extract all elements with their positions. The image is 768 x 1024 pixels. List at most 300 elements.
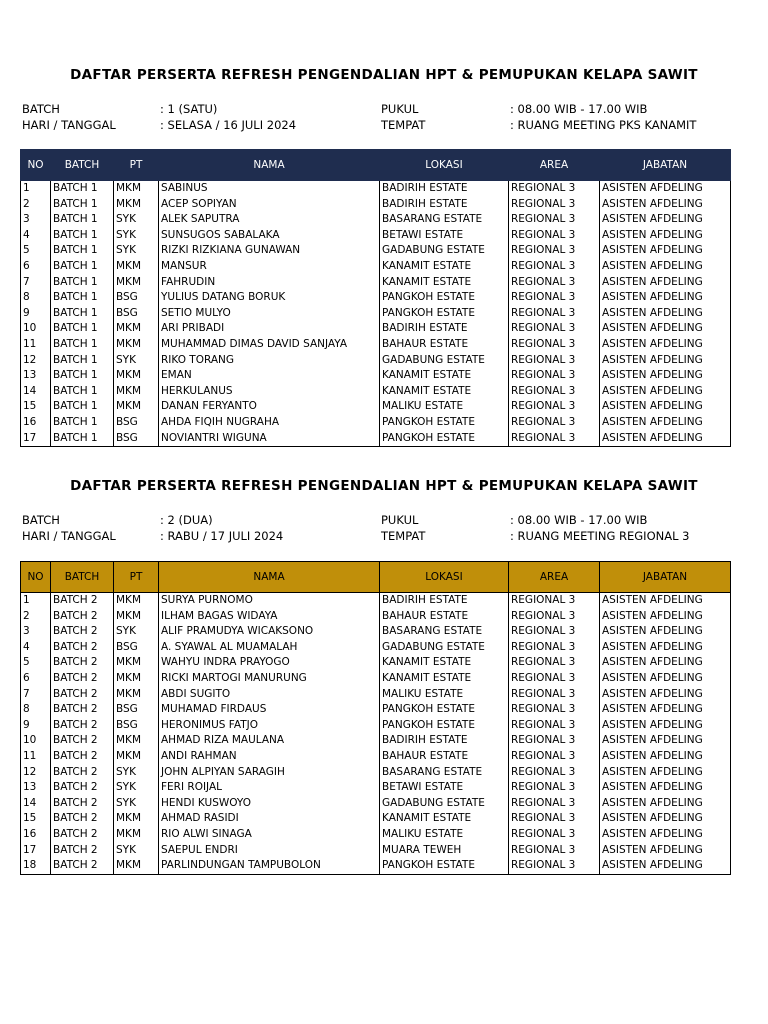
cell-jabatan: ASISTEN AFDELING (600, 765, 731, 781)
cell-pt: BSG (114, 640, 159, 656)
cell-no: 2 (21, 197, 51, 213)
cell-pt: SYK (114, 228, 159, 244)
cell-no: 5 (21, 655, 51, 671)
cell-lokasi: KANAMIT ESTATE (380, 275, 509, 291)
cell-jabatan: ASISTEN AFDELING (600, 858, 731, 874)
cell-pt: MKM (114, 181, 159, 197)
cell-lokasi: PANGKOH ESTATE (380, 431, 509, 447)
cell-nama: ILHAM BAGAS WIDAYA (159, 609, 380, 625)
cell-lokasi: BAHAUR ESTATE (380, 749, 509, 765)
cell-batch: BATCH 2 (51, 796, 114, 812)
cell-batch: BATCH 2 (51, 593, 114, 609)
cell-area: REGIONAL 3 (509, 858, 600, 874)
cell-nama: HERONIMUS FATJO (159, 718, 380, 734)
cell-jabatan: ASISTEN AFDELING (600, 624, 731, 640)
cell-pt: MKM (114, 827, 159, 843)
cell-batch: BATCH 1 (51, 415, 114, 431)
cell-nama: HENDI KUSWOYO (159, 796, 380, 812)
cell-area: REGIONAL 3 (509, 609, 600, 625)
cell-lokasi: BADIRIH ESTATE (380, 733, 509, 749)
table-row (21, 811, 731, 827)
cell-nama: SUNSUGOS SABALAKA (159, 228, 380, 244)
cell-no: 18 (21, 858, 51, 874)
section-1-date-label: HARI / TANGGAL (22, 118, 116, 132)
cell-no: 8 (21, 290, 51, 306)
cell-jabatan: ASISTEN AFDELING (600, 827, 731, 843)
cell-pt: SYK (114, 243, 159, 259)
table-row (21, 671, 731, 687)
cell-batch: BATCH 1 (51, 181, 114, 197)
cell-no: 12 (21, 765, 51, 781)
cell-no: 14 (21, 796, 51, 812)
section-1-date-value: : SELASA / 16 JULI 2024 (160, 118, 297, 132)
column-header-jabatan: JABATAN (600, 562, 731, 593)
cell-no: 16 (21, 827, 51, 843)
cell-no: 10 (21, 321, 51, 337)
cell-lokasi: PANGKOH ESTATE (380, 858, 509, 874)
table-row (21, 337, 731, 353)
cell-lokasi: BADIRIH ESTATE (380, 197, 509, 213)
cell-lokasi: GADABUNG ESTATE (380, 243, 509, 259)
table-header-row (21, 150, 731, 181)
cell-jabatan: ASISTEN AFDELING (600, 593, 731, 609)
cell-area: REGIONAL 3 (509, 702, 600, 718)
cell-nama: EMAN (159, 368, 380, 384)
cell-batch: BATCH 2 (51, 749, 114, 765)
cell-pt: MKM (114, 811, 159, 827)
column-header-lokasi: LOKASI (380, 150, 509, 181)
cell-nama: YULIUS DATANG BORUK (159, 290, 380, 306)
table-row (21, 780, 731, 796)
table-row (21, 181, 731, 197)
cell-lokasi: MALIKU ESTATE (380, 827, 509, 843)
cell-batch: BATCH 1 (51, 306, 114, 322)
cell-no: 7 (21, 687, 51, 703)
cell-pt: MKM (114, 197, 159, 213)
table-row (21, 796, 731, 812)
cell-lokasi: BASARANG ESTATE (380, 624, 509, 640)
cell-nama: RIZKI RIZKIANA GUNAWAN (159, 243, 380, 259)
cell-nama: DANAN FERYANTO (159, 399, 380, 415)
cell-jabatan: ASISTEN AFDELING (600, 811, 731, 827)
cell-no: 11 (21, 749, 51, 765)
table-row (21, 624, 731, 640)
cell-batch: BATCH 1 (51, 337, 114, 353)
table-row (21, 640, 731, 656)
table-row (21, 259, 731, 275)
cell-nama: WAHYU INDRA PRAYOGO (159, 655, 380, 671)
cell-lokasi: BADIRIH ESTATE (380, 593, 509, 609)
cell-pt: BSG (114, 431, 159, 447)
cell-area: REGIONAL 3 (509, 275, 600, 291)
cell-area: REGIONAL 3 (509, 671, 600, 687)
cell-no: 5 (21, 243, 51, 259)
cell-nama: PARLINDUNGAN TAMPUBOLON (159, 858, 380, 874)
cell-batch: BATCH 2 (51, 640, 114, 656)
cell-jabatan: ASISTEN AFDELING (600, 843, 731, 859)
cell-lokasi: PANGKOH ESTATE (380, 415, 509, 431)
table-row (21, 702, 731, 718)
cell-nama: AHMAD RASIDI (159, 811, 380, 827)
cell-no: 1 (21, 593, 51, 609)
cell-batch: BATCH 1 (51, 259, 114, 275)
cell-area: REGIONAL 3 (509, 399, 600, 415)
cell-area: REGIONAL 3 (509, 384, 600, 400)
table-row (21, 687, 731, 703)
cell-nama: ANDI RAHMAN (159, 749, 380, 765)
cell-jabatan: ASISTEN AFDELING (600, 353, 731, 369)
column-header-lokasi: LOKASI (380, 562, 509, 593)
cell-lokasi: KANAMIT ESTATE (380, 259, 509, 275)
cell-jabatan: ASISTEN AFDELING (600, 321, 731, 337)
cell-pt: MKM (114, 687, 159, 703)
cell-lokasi: PANGKOH ESTATE (380, 702, 509, 718)
cell-lokasi: BASARANG ESTATE (380, 212, 509, 228)
cell-no: 3 (21, 624, 51, 640)
cell-batch: BATCH 2 (51, 718, 114, 734)
cell-lokasi: BAHAUR ESTATE (380, 609, 509, 625)
cell-batch: BATCH 1 (51, 212, 114, 228)
cell-jabatan: ASISTEN AFDELING (600, 399, 731, 415)
cell-jabatan: ASISTEN AFDELING (600, 655, 731, 671)
cell-area: REGIONAL 3 (509, 780, 600, 796)
cell-jabatan: ASISTEN AFDELING (600, 749, 731, 765)
table-row (21, 228, 731, 244)
cell-nama: SETIO MULYO (159, 306, 380, 322)
cell-area: REGIONAL 3 (509, 431, 600, 447)
section-2-date-value: : RABU / 17 JULI 2024 (160, 529, 284, 543)
table-row (21, 197, 731, 213)
cell-area: REGIONAL 3 (509, 811, 600, 827)
table-row (21, 368, 731, 384)
table-row (21, 858, 731, 874)
cell-area: REGIONAL 3 (509, 415, 600, 431)
cell-pt: MKM (114, 275, 159, 291)
cell-nama: RIO ALWI SINAGA (159, 827, 380, 843)
table-row (21, 399, 731, 415)
section-1-title: DAFTAR PERSERTA REFRESH PENGENDALIAN HPT & PEMUPUKAN KELAPA SAWIT (70, 67, 698, 83)
cell-batch: BATCH 1 (51, 384, 114, 400)
cell-jabatan: ASISTEN AFDELING (600, 337, 731, 353)
cell-pt: MKM (114, 384, 159, 400)
cell-batch: BATCH 1 (51, 243, 114, 259)
table-row (21, 275, 731, 291)
table-row (21, 655, 731, 671)
cell-no: 9 (21, 718, 51, 734)
cell-jabatan: ASISTEN AFDELING (600, 197, 731, 213)
cell-area: REGIONAL 3 (509, 733, 600, 749)
cell-jabatan: ASISTEN AFDELING (600, 609, 731, 625)
cell-lokasi: MALIKU ESTATE (380, 399, 509, 415)
cell-nama: SURYA PURNOMO (159, 593, 380, 609)
section-1-batch-value: : 1 (SATU) (160, 102, 218, 116)
table-row (21, 243, 731, 259)
table-row (21, 593, 731, 609)
cell-area: REGIONAL 3 (509, 640, 600, 656)
cell-area: REGIONAL 3 (509, 181, 600, 197)
cell-batch: BATCH 2 (51, 843, 114, 859)
cell-nama: ARI PRIBADI (159, 321, 380, 337)
cell-lokasi: BADIRIH ESTATE (380, 181, 509, 197)
table-row (21, 306, 731, 322)
section-2-title: DAFTAR PERSERTA REFRESH PENGENDALIAN HPT & PEMUPUKAN KELAPA SAWIT (70, 478, 698, 494)
cell-no: 16 (21, 415, 51, 431)
cell-pt: BSG (114, 290, 159, 306)
cell-jabatan: ASISTEN AFDELING (600, 368, 731, 384)
cell-nama: NOVIANTRI WIGUNA (159, 431, 380, 447)
cell-pt: MKM (114, 399, 159, 415)
cell-no: 2 (21, 609, 51, 625)
cell-no: 6 (21, 671, 51, 687)
cell-nama: ALEK SAPUTRA (159, 212, 380, 228)
cell-lokasi: BETAWI ESTATE (380, 228, 509, 244)
cell-no: 17 (21, 431, 51, 447)
cell-nama: AHMAD RIZA MAULANA (159, 733, 380, 749)
cell-jabatan: ASISTEN AFDELING (600, 384, 731, 400)
cell-lokasi: KANAMIT ESTATE (380, 655, 509, 671)
column-header-area: AREA (509, 562, 600, 593)
cell-pt: MKM (114, 749, 159, 765)
cell-lokasi: PANGKOH ESTATE (380, 718, 509, 734)
cell-jabatan: ASISTEN AFDELING (600, 306, 731, 322)
section-2-place-label: TEMPAT (381, 529, 426, 543)
column-header-nama: NAMA (159, 562, 380, 593)
cell-nama: MUHAMAD FIRDAUS (159, 702, 380, 718)
table-row (21, 415, 731, 431)
cell-pt: BSG (114, 702, 159, 718)
cell-batch: BATCH 2 (51, 780, 114, 796)
cell-nama: MANSUR (159, 259, 380, 275)
cell-area: REGIONAL 3 (509, 259, 600, 275)
cell-pt: SYK (114, 765, 159, 781)
table-row (21, 431, 731, 447)
cell-batch: BATCH 2 (51, 655, 114, 671)
cell-pt: SYK (114, 353, 159, 369)
cell-area: REGIONAL 3 (509, 687, 600, 703)
cell-lokasi: GADABUNG ESTATE (380, 796, 509, 812)
cell-area: REGIONAL 3 (509, 749, 600, 765)
cell-jabatan: ASISTEN AFDELING (600, 243, 731, 259)
cell-area: REGIONAL 3 (509, 593, 600, 609)
cell-no: 17 (21, 843, 51, 859)
cell-batch: BATCH 1 (51, 368, 114, 384)
table-row (21, 827, 731, 843)
cell-no: 11 (21, 337, 51, 353)
cell-area: REGIONAL 3 (509, 353, 600, 369)
cell-area: REGIONAL 3 (509, 655, 600, 671)
cell-nama: AHDA FIQIH NUGRAHA (159, 415, 380, 431)
section-2-batch-value: : 2 (DUA) (160, 513, 213, 527)
cell-jabatan: ASISTEN AFDELING (600, 671, 731, 687)
section-2-date-label: HARI / TANGGAL (22, 529, 116, 543)
column-header-area: AREA (509, 150, 600, 181)
cell-lokasi: BASARANG ESTATE (380, 765, 509, 781)
cell-pt: BSG (114, 718, 159, 734)
cell-batch: BATCH 2 (51, 733, 114, 749)
cell-no: 12 (21, 353, 51, 369)
cell-jabatan: ASISTEN AFDELING (600, 687, 731, 703)
cell-jabatan: ASISTEN AFDELING (600, 415, 731, 431)
cell-area: REGIONAL 3 (509, 765, 600, 781)
cell-pt: MKM (114, 337, 159, 353)
cell-no: 15 (21, 399, 51, 415)
table-row (21, 733, 731, 749)
cell-area: REGIONAL 3 (509, 290, 600, 306)
cell-pt: SYK (114, 780, 159, 796)
cell-area: REGIONAL 3 (509, 624, 600, 640)
cell-lokasi: KANAMIT ESTATE (380, 368, 509, 384)
cell-no: 1 (21, 181, 51, 197)
cell-nama: RIKO TORANG (159, 353, 380, 369)
cell-pt: SYK (114, 212, 159, 228)
cell-jabatan: ASISTEN AFDELING (600, 275, 731, 291)
cell-area: REGIONAL 3 (509, 337, 600, 353)
cell-no: 13 (21, 780, 51, 796)
cell-nama: SAEPUL ENDRI (159, 843, 380, 859)
cell-pt: MKM (114, 321, 159, 337)
cell-jabatan: ASISTEN AFDELING (600, 228, 731, 244)
column-header-batch: BATCH (51, 150, 114, 181)
cell-lokasi: MALIKU ESTATE (380, 687, 509, 703)
cell-lokasi: KANAMIT ESTATE (380, 671, 509, 687)
cell-area: REGIONAL 3 (509, 321, 600, 337)
section-2-time-value: : 08.00 WIB - 17.00 WIB (510, 513, 648, 527)
cell-no: 14 (21, 384, 51, 400)
cell-batch: BATCH 1 (51, 197, 114, 213)
cell-lokasi: BETAWI ESTATE (380, 780, 509, 796)
cell-jabatan: ASISTEN AFDELING (600, 780, 731, 796)
section-2-batch-label: BATCH (22, 513, 60, 527)
section-1-place-value: : RUANG MEETING PKS KANAMIT (510, 118, 697, 132)
cell-area: REGIONAL 3 (509, 243, 600, 259)
cell-batch: BATCH 1 (51, 275, 114, 291)
cell-area: REGIONAL 3 (509, 306, 600, 322)
cell-no: 8 (21, 702, 51, 718)
table-row (21, 609, 731, 625)
cell-pt: MKM (114, 368, 159, 384)
cell-jabatan: ASISTEN AFDELING (600, 702, 731, 718)
cell-lokasi: PANGKOH ESTATE (380, 306, 509, 322)
cell-batch: BATCH 2 (51, 811, 114, 827)
cell-area: REGIONAL 3 (509, 368, 600, 384)
cell-lokasi: BADIRIH ESTATE (380, 321, 509, 337)
table-header-row (21, 562, 731, 593)
cell-lokasi: MUARA TEWEH (380, 843, 509, 859)
column-header-pt: PT (114, 150, 159, 181)
cell-batch: BATCH 1 (51, 353, 114, 369)
cell-nama: ABDI SUGITO (159, 687, 380, 703)
table-row (21, 212, 731, 228)
cell-jabatan: ASISTEN AFDELING (600, 733, 731, 749)
cell-batch: BATCH 2 (51, 858, 114, 874)
cell-pt: MKM (114, 609, 159, 625)
cell-nama: RICKI MARTOGI MANURUNG (159, 671, 380, 687)
participants-table-batch-2 (20, 561, 731, 875)
cell-area: REGIONAL 3 (509, 228, 600, 244)
cell-jabatan: ASISTEN AFDELING (600, 181, 731, 197)
cell-batch: BATCH 2 (51, 671, 114, 687)
column-header-pt: PT (114, 562, 159, 593)
participants-table-batch-1 (20, 149, 731, 447)
cell-area: REGIONAL 3 (509, 197, 600, 213)
cell-jabatan: ASISTEN AFDELING (600, 718, 731, 734)
cell-no: 15 (21, 811, 51, 827)
cell-lokasi: GADABUNG ESTATE (380, 353, 509, 369)
cell-lokasi: BAHAUR ESTATE (380, 337, 509, 353)
cell-nama: ACEP SOPIYAN (159, 197, 380, 213)
section-2-place-value: : RUANG MEETING REGIONAL 3 (510, 529, 690, 543)
table-row (21, 321, 731, 337)
cell-nama: MUHAMMAD DIMAS DAVID SANJAYA (159, 337, 380, 353)
table-row (21, 353, 731, 369)
column-header-jabatan: JABATAN (600, 150, 731, 181)
cell-batch: BATCH 2 (51, 687, 114, 703)
cell-pt: MKM (114, 593, 159, 609)
table-row (21, 290, 731, 306)
table-row (21, 843, 731, 859)
cell-jabatan: ASISTEN AFDELING (600, 640, 731, 656)
section-1-batch-label: BATCH (22, 102, 60, 116)
cell-pt: MKM (114, 655, 159, 671)
cell-nama: A. SYAWAL AL MUAMALAH (159, 640, 380, 656)
cell-pt: SYK (114, 796, 159, 812)
table-row (21, 749, 731, 765)
cell-area: REGIONAL 3 (509, 212, 600, 228)
table-row (21, 765, 731, 781)
cell-nama: ALIF PRAMUDYA WICAKSONO (159, 624, 380, 640)
cell-nama: FERI ROIJAL (159, 780, 380, 796)
cell-batch: BATCH 1 (51, 399, 114, 415)
cell-lokasi: KANAMIT ESTATE (380, 811, 509, 827)
cell-pt: MKM (114, 858, 159, 874)
cell-pt: SYK (114, 843, 159, 859)
table-row (21, 384, 731, 400)
cell-batch: BATCH 1 (51, 290, 114, 306)
cell-no: 4 (21, 640, 51, 656)
cell-nama: SABINUS (159, 181, 380, 197)
cell-batch: BATCH 2 (51, 765, 114, 781)
cell-pt: BSG (114, 415, 159, 431)
cell-jabatan: ASISTEN AFDELING (600, 290, 731, 306)
section-1-place-label: TEMPAT (381, 118, 426, 132)
cell-no: 7 (21, 275, 51, 291)
column-header-no: NO (21, 562, 51, 593)
cell-jabatan: ASISTEN AFDELING (600, 212, 731, 228)
cell-batch: BATCH 1 (51, 321, 114, 337)
cell-lokasi: PANGKOH ESTATE (380, 290, 509, 306)
cell-batch: BATCH 2 (51, 702, 114, 718)
cell-no: 10 (21, 733, 51, 749)
cell-nama: HERKULANUS (159, 384, 380, 400)
cell-area: REGIONAL 3 (509, 718, 600, 734)
cell-jabatan: ASISTEN AFDELING (600, 259, 731, 275)
cell-nama: JOHN ALPIYAN SARAGIH (159, 765, 380, 781)
cell-no: 4 (21, 228, 51, 244)
cell-batch: BATCH 2 (51, 827, 114, 843)
cell-pt: BSG (114, 306, 159, 322)
cell-no: 6 (21, 259, 51, 275)
section-1-time-value: : 08.00 WIB - 17.00 WIB (510, 102, 648, 116)
cell-batch: BATCH 2 (51, 609, 114, 625)
cell-pt: MKM (114, 259, 159, 275)
cell-batch: BATCH 2 (51, 624, 114, 640)
cell-pt: MKM (114, 671, 159, 687)
cell-no: 9 (21, 306, 51, 322)
cell-no: 3 (21, 212, 51, 228)
cell-area: REGIONAL 3 (509, 843, 600, 859)
cell-jabatan: ASISTEN AFDELING (600, 796, 731, 812)
cell-lokasi: KANAMIT ESTATE (380, 384, 509, 400)
